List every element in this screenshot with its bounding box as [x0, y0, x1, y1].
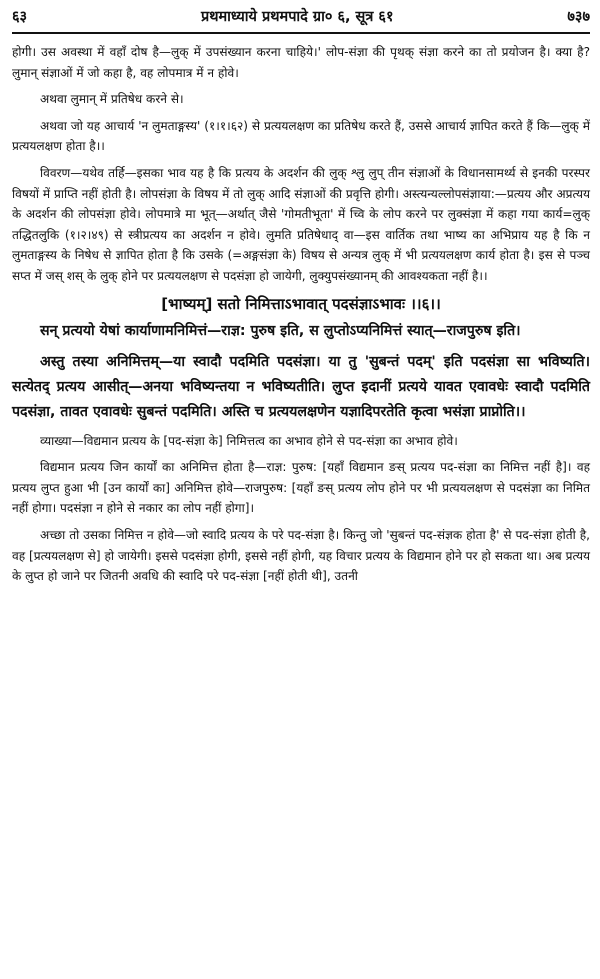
paragraph-2: अथवा लुमान् में प्रतिषेध करने से।	[40, 92, 184, 107]
header-left-number: ६३	[12, 9, 28, 25]
bhashya-heading: [भाष्यम्] सतो निमित्ताऽभावात् पदसंज्ञाऽभावः ।।६।।	[161, 294, 441, 313]
paragraph-vivaran: विवरण—यथेव तर्हि—इसका भाव यह है कि प्रत्यय के अदर्शन की लुक् श्लु लुप् तीन संज्ञाओं के विधानसामर्थ्य से इनकी परस्पर विषयों में प्राप्ति नहीं होती है। लोपसंज्ञा के विषय में तो लुक् आदि संज्ञाओं की प्रवृत्ति होगी। अस्त्यन्यल्लोपसंज्ञाया:—प्रत्यय और अप्रत्यय के अदर्शन की लोपसंज्ञा होवे। लोपमात्रे मा भूत्—अर्थात् जैसे 'गोमतीभूता' में च्वि के लोप करने पर लुक्संज्ञा में कहा गया कार्य=लुक् तद्धितलुकि (१।२।४९) से स्त्रीप्रत्यय का अदर्शन न होवे। लुमति प्रतिषेधाद् वा—इस वार्तिक तथा भाष्य का अभिप्राय यह है कि न लुमताङ्गस्य के निषेध से ज्ञापित होता है कि उसके (=अङ्गसंज्ञा के) विषय से अन्यत्र लुक् में भी प्रत्ययलक्षण कार्य होता है। इस से पञ्च सप्त में जस् शस् के लुक् होने पर प्रत्ययलक्षण से पदसंज्ञा हो जायेगी, लुक्युपसंख्यानम् की आवश्यकता नहीं है।।	[12, 165, 590, 283]
paragraph-3: अथवा जो यह आचार्य 'न लुमताङ्गस्य' (१।१।६२) से प्रत्ययलक्षण का प्रतिषेध करते हैं, उससे आचार्य ज्ञापित करते हैं कि—लुक् में प्रत्ययलक्षण होता है।।	[12, 118, 590, 154]
page-number: ७३७	[567, 9, 590, 25]
running-header	[12, 6, 590, 34]
paragraph-explanation: विद्यमान प्रत्यय जिन कार्यों का अनिमित्त होता है—राज्ञ: पुरुष: [यहाँ विद्यमान ङस् प्रत्यय पद-संज्ञा का निमित्त नहीं है]। वह प्रत्यय लुप्त हुआ भी [उन कार्यों का] अनिमित्त होवे—राजपुरुष: [यहाँ ङस् प्रत्यय लोप होने पर भी प्रत्ययलक्षण से पदसंज्ञा का निमित नहीं होगा। पदसंज्ञा न होने से नकार का लोप नहीं होगा]।	[12, 460, 590, 516]
paragraph-vyakhya: व्याख्या—विद्यमान प्रत्यय के [पद-संज्ञा के] निमित्तत्व का अभाव होने से पद-संज्ञा का अभाव होवे।	[40, 433, 458, 448]
paragraph-continued: अच्छा तो उसका निमित्त न होवे—जो स्वादि प्रत्यय के परे पद-संज्ञा है। किन्तु जो 'सुबन्तं पद-संज्ञक होता है' से पद-संज्ञा होती है, वह [प्रत्ययलक्षण से] हो जायेगी। इससे पदसंज्ञा होगी, इससे नहीं होगी, यह विचार प्रत्यय के विद्यमान होने पर हो सकता था। अब प्रत्यय के लुप्त हो जाने पर जितनी अवधि की स्वादि परे पद-संज्ञा [नहीं होती थी], उतनी	[12, 527, 590, 584]
header-title: प्रथमाध्याये प्रथमपादे ग्रा० ६, सूत्र ६१	[200, 9, 394, 25]
paragraph-1: होगी। उस अवस्था में वहाँ दोष है—लुक् में उपसंख्यान करना चाहिये।' लोप-संज्ञा की पृथक् संज्ञा करने का तो प्रयोजन है। क्या है? लुमान् संज्ञाओं में जो कहा है, वह लोपमात्र में न होवे।	[12, 45, 590, 80]
sanskrit-paragraph-2: अस्तु तस्या अनिमित्तम्—या स्वादौ पदमिति पदसंज्ञा। या तु 'सुबन्तं पदम्' इति पदसंज्ञा सा भविष्यति। सत्येतद् प्रत्यय आसीत्—अनया भविष्यन्तया न भविष्यतीति। लुप्त इदानीं प्रत्यये यावत एवावधेः स्वादौ पदमिति पदसंज्ञा, तावत एवावधेः सुबन्तं पदमिति। अस्ति च प्रत्ययलक्षणेन यज्ञादिपरतेति कृत्वा भसंज्ञा प्राप्नोति।।	[12, 353, 590, 420]
sanskrit-paragraph-1: सन् प्रत्ययो येषां कार्याणामनिमित्तं—राज्ञ: पुरुष इति, स लुप्तोऽप्यनिमित्तं स्यात्—राजपुरुष इति।	[40, 322, 521, 339]
